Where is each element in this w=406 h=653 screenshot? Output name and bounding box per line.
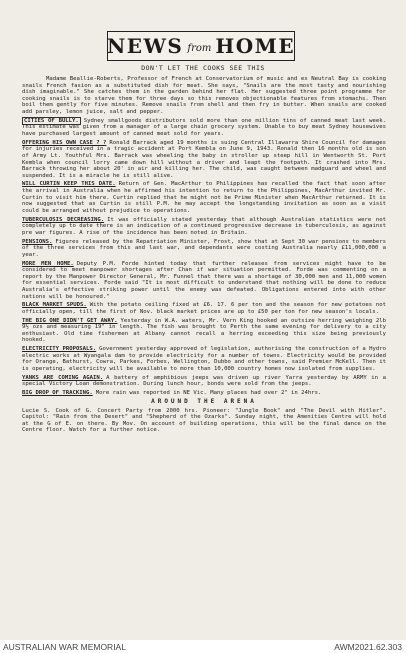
news-item-body: It was officially stated yesterday that although Australian statistics were not completely up to date there is an indication of a continued progressive decrease in tuberculosis, as against pre war figures. A rise of the incidence has been noted in Britain. (22, 216, 386, 236)
news-item (22, 302, 386, 315)
news-item (22, 181, 386, 214)
news-item-body: More rain was reported in NE Vic. Many places had over 2" in 24hrs. (95, 390, 322, 397)
news-item-heading: WILL CURTIN KEEP THIS DATE. (22, 181, 116, 188)
tagline: DON'T LET THE COOKS SEE THIS (141, 64, 265, 72)
news-item-heading: ELECTRICITY PROPOSALS. (22, 346, 97, 353)
masthead-home: HOME (215, 34, 296, 58)
news-item (22, 239, 386, 259)
news-item-body: Madame Beallie-Roberts, Professor of French at Conservatorium of music and ex Neutral Bay is cooking snails French fasion as a substituted dish for meat. She says, "Snails are the most tasty and nourishing dish imaginable." She catches them in the garden behind her flat. Her suggested three point programme for cooking snails is to starve them for three days so this removes objectionable features from stomachs. Then boil them gently for five minutes. Remove snails from shell and then fry in butter. When snails are cooked add parsley, lemon juice, salt and pepper. (22, 76, 386, 115)
footer (0, 641, 406, 653)
news-item-heading: PENSIONS. (22, 238, 53, 245)
news-item (22, 346, 386, 372)
news-item (22, 318, 386, 344)
news-item (22, 217, 386, 237)
news-item-heading: MORE MEN HOME. (22, 260, 74, 267)
news-item-body: Ronald Barrack aged 19 months is suing Central Illawarra Shire Council for damages for injuries received in a tragic accident at Port Kembla on June 9, 1943. Ronald then 16 months old is son of Army Lt. Youthful Mrs. Barrack was wheeling the baby in stroller up steep hill in Wentworth St. Port Kembla when council lorry came down hill without a driver and leapt the footpath. It crashed into Mrs. Barrack throwing her about 20' in air and killing her. The child, was caught between madguard and wheel and suspended. It is a miracle he is still alive. (22, 139, 386, 179)
masthead (107, 31, 295, 61)
news-item-body: Deputy P.M. Forde hinted today that further releases from services might have to be considered to meet manpower shortages after Chan if war situation permitted. Forde was commenting on a report by the Manpower Director General, Mr. Funnel that there was a shortage of 30,000 men and 11,000 women for essential services. Forde said "It is most difficult to understand that nothing will be done to reduce Australia's effective striking power until the enemy was defeated. Obligations entered into with other nations will be honoured." (22, 260, 386, 300)
news-item-heading: CITIES OF BULLY. (24, 117, 79, 124)
news-item-body: With the potato ceiling fixed at £6. 17. 6 per ton and the season for new potatoes not officially open, till the first of Nov. black market prices are up to £50 per ton for new season's locals. (22, 302, 386, 315)
news-item-body: Yesterday in W.A. waters, Mr. Vern King hooked an outsize herring weighing 2lb 9½ ozs and measuring 19" in length. The fish was brought to Perth the same evening for delivery to a city enthusiast. Old time fishermen at Albany cannot recall a herring exceeding this size being previously hooked. (22, 317, 387, 344)
news-item-heading: THE BIG ONE DIDN'T GET AWAY. (22, 317, 118, 324)
around-heading: AROUND THE ARENA (151, 397, 257, 405)
news-item-body: Return of Gen. MacArthur to Philippines has recalled the fact that soon after the arrival in Australia when he affirmed his intention to return to the Philippines, MacArthur invited Mr. Curtin to visit him there. Curtin replied that he might not be Prime Minister when MacArthur returned. It is now suggested that as Curtin is still P.M. he may accept the longstanding invitation as soon as a visit could be arranged without prejudice to operations. (22, 181, 386, 214)
masthead-news: NEWS (106, 34, 184, 58)
article-column (22, 76, 386, 436)
news-item-heading: TUBERCULOSIS DECREASING. (22, 216, 105, 223)
news-item-body: Figures released by the Repatriation Minister, Frost, show that at Sept 30 war pensions to members of the three services from this and last war, and dependants were costing Australia nearly £11,000,000 a year. (22, 238, 386, 258)
masthead-from: from (187, 42, 212, 54)
news-item-body: Sydney smallgoods distributors sold more than one million tins of canned meat last week. This estimate was given from a manager of a large chain grocery system. Unable to buy meat Sydney housewives have purchased largest amount of canned meat sold for years. (22, 117, 386, 137)
news-item (22, 390, 386, 397)
around-text: Lucie S. Cook of G. Concert Party from 2000 hrs. Pioneer: "Jungle Book" and "The Devil with Hitler". Capitol: "Rain from the Desert" and "Shepherd of the Ozarks". Sunday night, the Amenities Centre will hold at the G of E. on there. By Mov. On account of building operations, this will be the final dance on the Centre floor. Watch for a further notice. (22, 407, 386, 434)
news-item (22, 76, 386, 116)
news-item-heading: OFFERING HIS OWN CASE ? ? (22, 139, 107, 146)
news-item-heading: BLACK MARKET SPUDS. (22, 302, 87, 309)
footer-accession: AWM2021.62.303 (334, 642, 402, 652)
news-item (22, 118, 386, 138)
news-item-heading: YANKS ARE COMING AGAIN. (22, 374, 104, 381)
news-item-heading: BIG DROP OF TRACKING. (22, 390, 93, 397)
news-item (22, 261, 386, 301)
news-item-body: Government yesterday approved of legislation, authorising the construction of a Hydro electric works at Wyangala dam to provide electricity for a number of towns. Electricity would be provided for Orange, Bathurst, Cowra, Parkes, Forbes, Wellington, Dubbo and other towns, said Premier McKell. Then it is operating, electricity will be available to more than 10,000 country homes now isolated from supplies. (22, 346, 386, 373)
news-items (22, 76, 386, 397)
footer-credit: AUSTRALIAN WAR MEMORIAL (3, 642, 126, 652)
news-item (22, 375, 386, 388)
news-item-body: A battery of amphibious jeeps was driven up river Yarra yesterday by ARMY in a special Victory Loan demonstration. During lunch hour, bonds were sold from the jeeps. (22, 374, 386, 388)
news-item (22, 140, 386, 180)
